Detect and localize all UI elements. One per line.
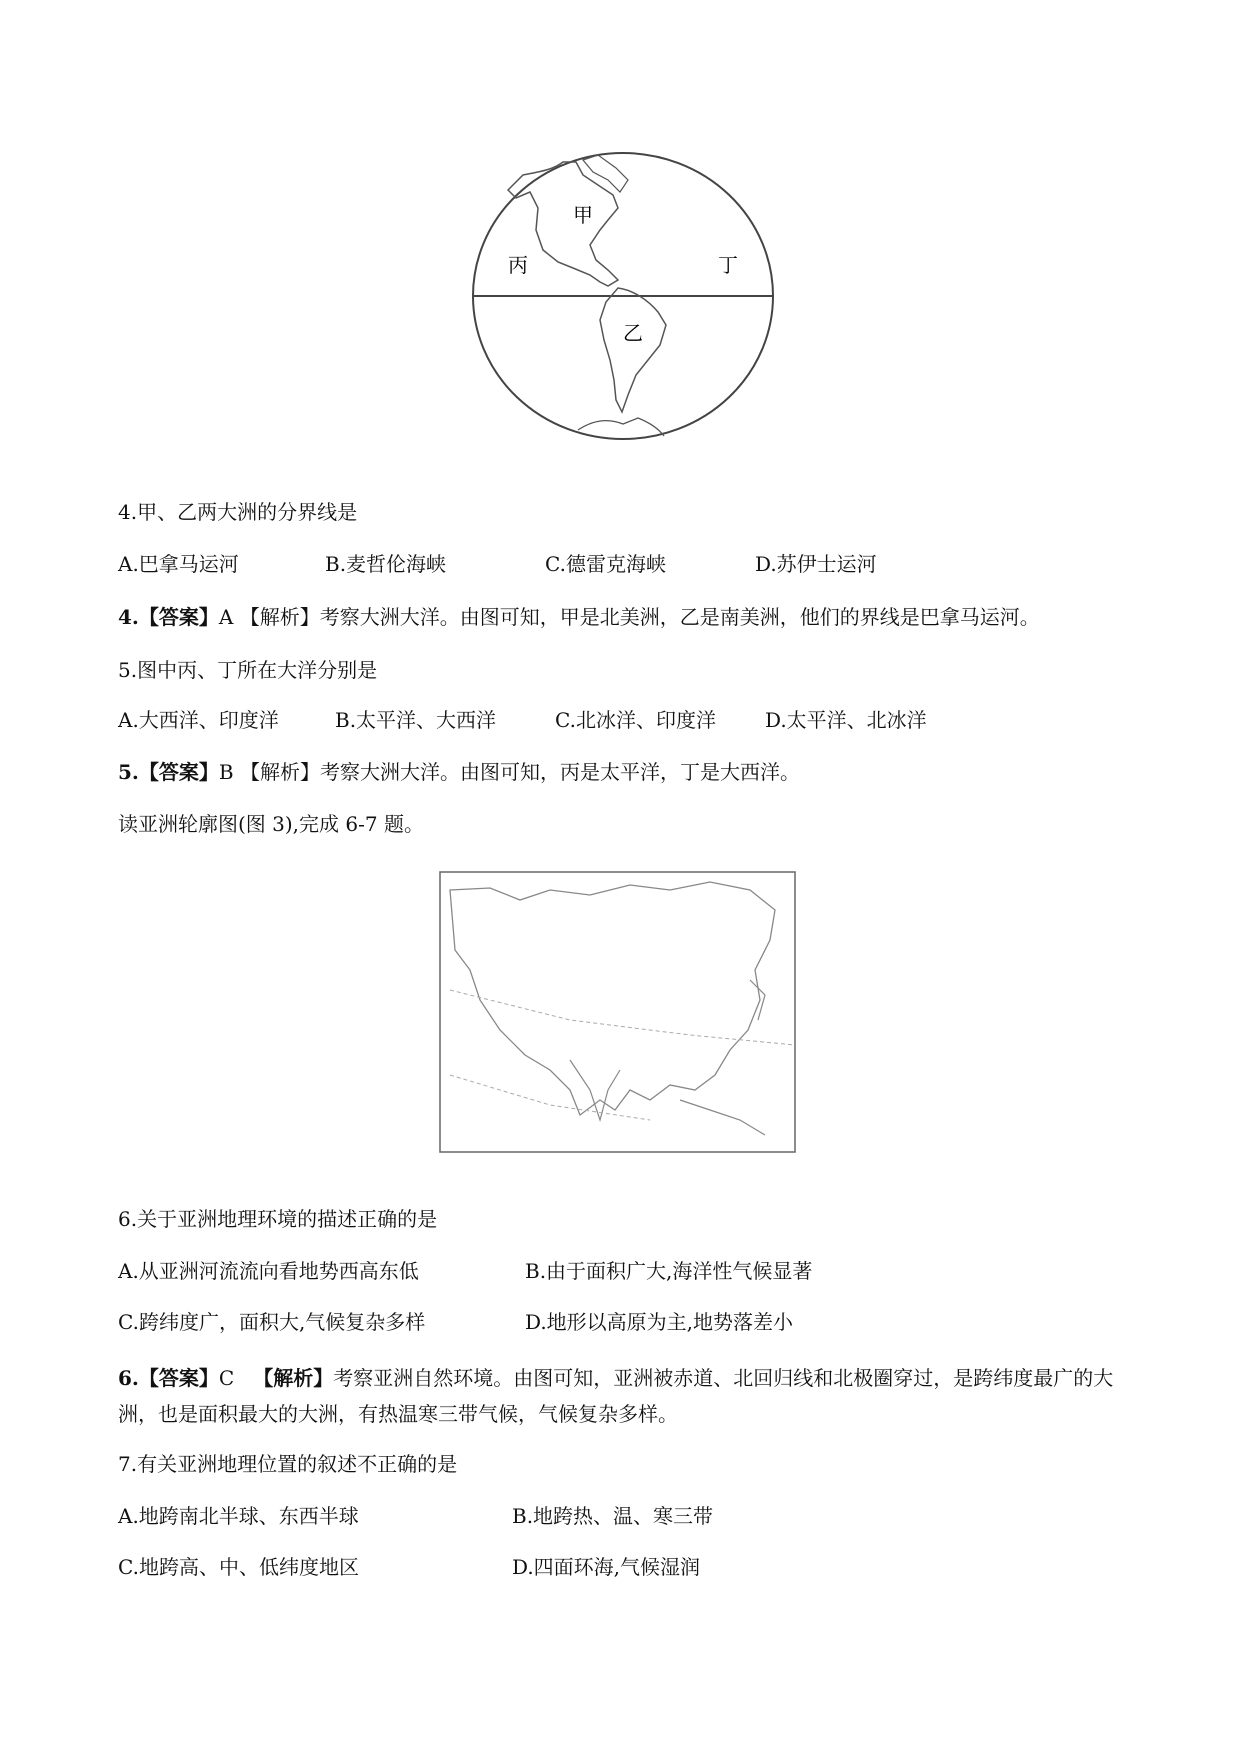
q4-answer-tag: 4.【答案】: [118, 605, 219, 629]
q7-option-d: D.四面环海,气候湿润: [512, 1555, 701, 1579]
q4-option-b: B.麦哲伦海峡: [325, 552, 447, 576]
q5-answer-text: B 【解析】考察大洲大洋。由图可知，丙是太平洋，丁是大西洋。: [218, 760, 800, 784]
q4-stem: 4.甲、乙两大洲的分界线是: [118, 500, 358, 524]
q4-answer: [118, 603, 1040, 631]
label-ding: 丁: [718, 253, 738, 277]
label-bing: 丙: [508, 253, 528, 277]
q4-option-d: D.苏伊士运河: [755, 552, 877, 576]
q6-answer-tag: 6.【答案】: [118, 1366, 219, 1390]
q5-option-a: A.大西洋、印度洋: [118, 708, 279, 732]
q6-option-a: A.从亚洲河流流向看地势西高东低: [118, 1259, 419, 1283]
asia-outline-map: [430, 860, 805, 1160]
q6-answer-text: 考察亚洲自然环境。由图可知，亚洲被赤道、北回归线和北极圈穿过，是跨纬度最广的大洲，也是面积最大的大洲，有热温寒三带气候，气候复杂多样。: [118, 1366, 1114, 1426]
q4-option-c: C.德雷克海峡: [545, 552, 666, 576]
q6-option-c: C.跨纬度广，面积大,气候复杂多样: [118, 1310, 426, 1334]
q5-answer-tag: 5.【答案】: [118, 760, 219, 784]
q6-answer-analysis-tag: 【解析】: [253, 1366, 334, 1390]
q5-answer: [118, 758, 800, 786]
q5-option-b: B.太平洋、大西洋: [335, 708, 497, 732]
q7-option-b: B.地跨热、温、寒三带: [512, 1504, 714, 1528]
q6-answer-letter: C: [218, 1366, 235, 1390]
q5-option-d: D.太平洋、北冰洋: [765, 708, 927, 732]
q6-option-b: B.由于面积广大,海洋性气候显著: [525, 1259, 813, 1283]
q7-option-c: C.地跨高、中、低纬度地区: [118, 1555, 359, 1579]
western-hemisphere-map: [468, 150, 778, 450]
label-jia: 甲: [573, 203, 593, 227]
intro-6-7: 读亚洲轮廓图(图 3),完成 6-7 题。: [118, 812, 424, 836]
q6-option-d: D.地形以高原为主,地势落差小: [525, 1310, 794, 1334]
q5-stem: 5.图中丙、丁所在大洋分别是: [118, 658, 378, 682]
q6-stem: 6.关于亚洲地理环境的描述正确的是: [118, 1207, 438, 1231]
q6-answer: [118, 1360, 1128, 1432]
q5-option-c: C.北冰洋、印度洋: [555, 708, 716, 732]
q4-answer-text: A 【解析】考察大洲大洋。由图可知，甲是北美洲，乙是南美洲，他们的界线是巴拿马运河。: [218, 605, 1040, 629]
q4-option-a: A.巴拿马运河: [118, 552, 239, 576]
label-yi: 乙: [623, 321, 643, 345]
q7-stem: 7.有关亚洲地理位置的叙述不正确的是: [118, 1452, 458, 1476]
q7-option-a: A.地跨南北半球、东西半球: [118, 1504, 359, 1528]
